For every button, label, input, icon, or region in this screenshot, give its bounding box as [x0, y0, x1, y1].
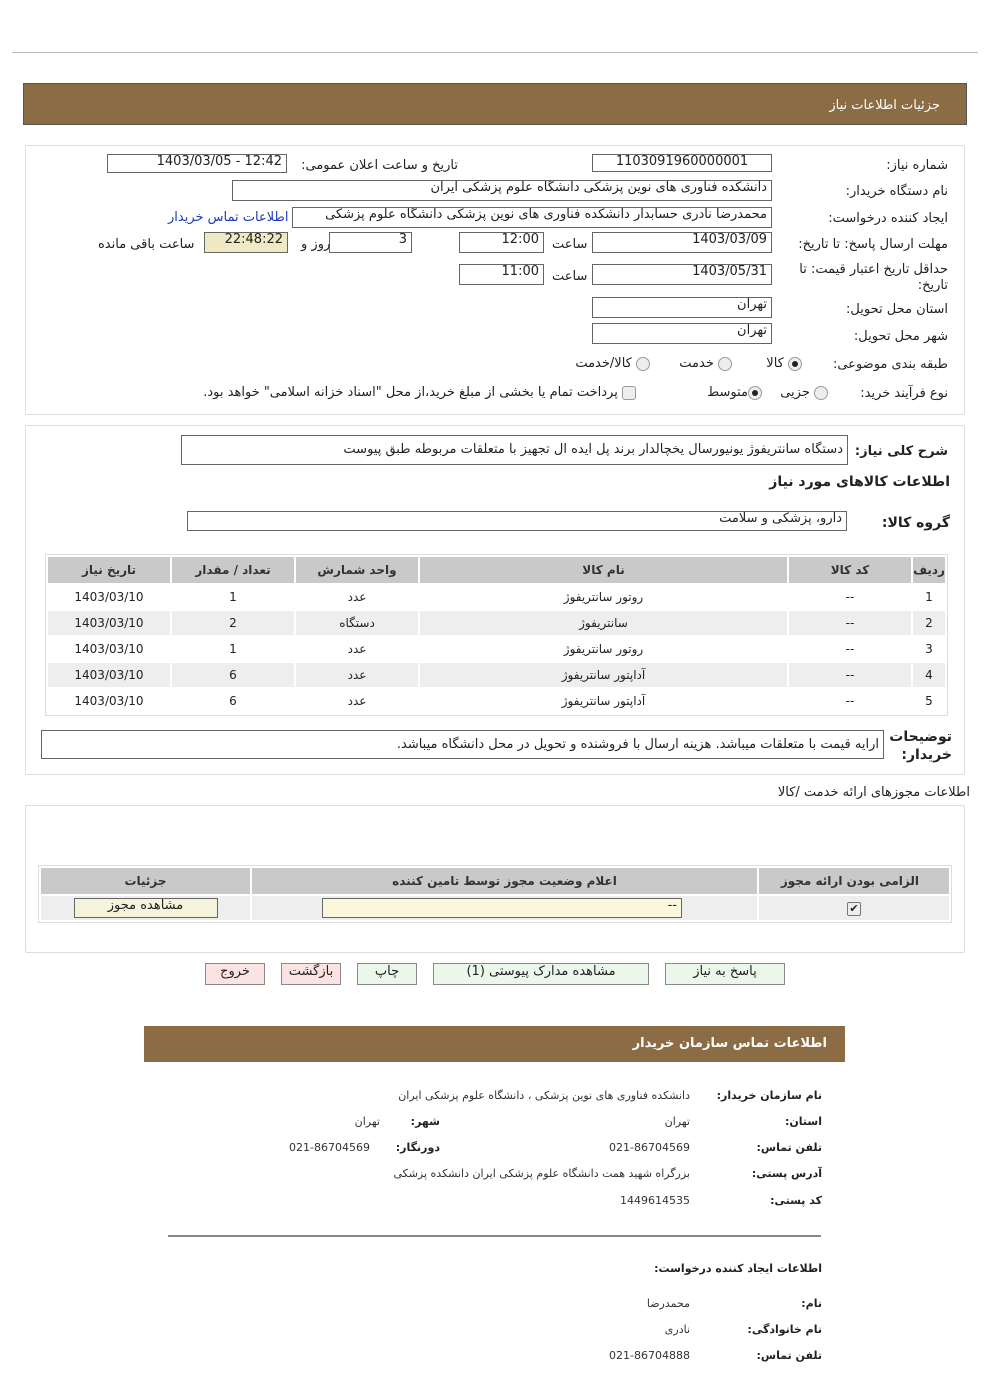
table-cell: 1403/03/10 — [74, 590, 144, 604]
postal-label: کد پستی: — [770, 1194, 822, 1207]
table-cell: 1 — [925, 590, 933, 604]
family-label: نام خانوادگی: — [747, 1323, 822, 1336]
table-cell: 1403/03/10 — [74, 694, 144, 708]
required-checkbox-checked[interactable]: ✔ — [847, 902, 861, 916]
creator-label: ایجاد کننده درخواست: — [828, 211, 948, 226]
radio-label: جزیی — [780, 385, 810, 400]
col-header: واحد شمارش — [296, 557, 418, 583]
payment-note: پرداخت تمام یا بخشی از مبلغ خرید،از محل "اسناد خزانه اسلامی" خواهد بود. — [203, 385, 618, 400]
col-header: اعلام وضعیت مجوز توسط تامین کننده — [252, 868, 757, 894]
fax-label: دورنگار: — [395, 1141, 440, 1154]
table-row — [48, 689, 945, 713]
category-radio-service[interactable] — [679, 356, 732, 371]
radio-icon[interactable] — [788, 357, 802, 371]
remaining-time-field: 22:48:22 — [204, 232, 288, 253]
table-cell: عدد — [347, 642, 367, 656]
checkbox-icon[interactable] — [622, 386, 636, 400]
address-label: آدرس پستی: — [751, 1167, 822, 1180]
radio-icon[interactable] — [718, 357, 732, 371]
table-cell: -- — [845, 694, 855, 708]
phone-label: تلفن تماس: — [756, 1141, 822, 1154]
province-label: استان: — [785, 1115, 822, 1128]
table-cell: 5 — [925, 694, 933, 708]
table-cell: روتور سانتریفوژ — [563, 642, 644, 656]
table-cell: 6 — [229, 694, 237, 708]
col-header: ردیف — [913, 557, 945, 583]
category-label: طبقه بندی موضوعی: — [832, 357, 948, 372]
category-radio-goods[interactable] — [766, 356, 802, 371]
category-radio-both[interactable] — [575, 356, 650, 371]
fax-value: 021-86704569 — [289, 1141, 370, 1154]
creator-field: محمدرضا نادری حسابدار دانشکده فناوری های نوین پزشکی دانشگاه علوم پزشکی — [292, 207, 772, 228]
org-label: نام سازمان خریدار: — [716, 1089, 822, 1102]
col-header: تاریخ نیاز — [48, 557, 170, 583]
radio-label: متوسط — [707, 385, 748, 400]
name-value: محمدرضا — [646, 1297, 690, 1310]
process-radio-medium[interactable] — [707, 385, 762, 400]
postal-value: 1449614535 — [620, 1194, 690, 1207]
summary-field: دستگاه سانتریفوژ یونیورسال یخچالدار برند پل ایده ال تجهیز با متعلقات مربوطه طبق پیوست — [181, 435, 848, 465]
permits-table — [38, 865, 952, 923]
table-row — [48, 585, 945, 609]
deadline-label: مهلت ارسال پاسخ: تا تاریخ: — [798, 237, 948, 252]
remaining-label: ساعت باقی مانده — [98, 237, 195, 252]
creator-info-title: اطلاعات ایجاد کننده درخواست: — [654, 1262, 822, 1275]
table-cell: 4 — [913, 663, 945, 687]
table-row — [48, 637, 945, 661]
province-label: استان محل تحویل: — [846, 302, 948, 317]
view-permit-button[interactable]: مشاهده مجوز — [74, 898, 218, 918]
print-button[interactable]: چاپ — [357, 963, 417, 985]
permit-status-field: -- — [322, 898, 682, 918]
time-label: ساعت — [552, 269, 588, 284]
city-value: تهران — [354, 1115, 380, 1128]
radio-label: کالا/خدمت — [575, 356, 632, 371]
process-radio-small[interactable] — [780, 385, 828, 400]
table-cell: سانتریفوژ — [420, 611, 787, 635]
creator-phone-value: 021-86704888 — [609, 1349, 690, 1362]
table-row — [48, 663, 945, 687]
table-cell: عدد — [347, 590, 367, 604]
table-cell: روتور سانتریفوژ — [563, 590, 644, 604]
radio-label: خدمت — [679, 356, 714, 371]
permits-title: اطلاعات مجوزهای ارائه خدمت /کالا — [777, 785, 970, 800]
radio-label: کالا — [766, 356, 784, 371]
exit-button[interactable]: خروج — [205, 963, 265, 985]
notes-label: توضیحات خریدار: — [889, 729, 952, 763]
col-header: الزامی بودن ارائه مجوز — [759, 868, 949, 894]
col-header: کد کالا — [789, 557, 911, 583]
table-cell: 1403/03/10 — [74, 642, 144, 656]
col-header: جزئیات — [41, 868, 250, 894]
page-header — [23, 83, 967, 125]
table-cell: آداپتور سانتریفوژ — [420, 663, 787, 687]
contact-divider — [168, 1235, 821, 1237]
creator-phone-label: تلفن تماس: — [756, 1349, 822, 1362]
table-cell: دستگاه — [296, 611, 418, 635]
validity-time-field: 11:00 — [459, 264, 544, 285]
city-label: شهر: — [410, 1115, 440, 1128]
treasury-checkbox[interactable] — [203, 385, 636, 400]
col-header: تعداد / مقدار — [172, 557, 294, 583]
need-number-label: شماره نیاز: — [886, 158, 948, 173]
attachments-button[interactable]: مشاهده مدارک پیوستی (1) — [433, 963, 649, 985]
announce-label: تاریخ و ساعت اعلان عمومی: — [301, 158, 458, 173]
deadline-time-field: 12:00 — [459, 232, 544, 253]
table-cell: 1403/03/10 — [48, 663, 170, 687]
group-field: دارو، پزشکی و سلامت — [187, 511, 847, 531]
radio-icon[interactable] — [748, 386, 762, 400]
family-value: نادری — [664, 1323, 690, 1336]
table-cell: عدد — [296, 663, 418, 687]
table-cell: آداپتور سانتریفوژ — [561, 694, 646, 708]
table-cell: 1 — [229, 642, 237, 656]
table-cell: -- — [789, 663, 911, 687]
table-cell: -- — [845, 642, 855, 656]
goods-table — [46, 555, 947, 715]
summary-label: شرح کلی نیاز: — [854, 444, 948, 459]
buyer-label: نام دستگاه خریدار: — [845, 184, 948, 199]
org-value: دانشکده فناوری های نوین پزشکی ، دانشگاه علوم پزشکی ایران — [398, 1089, 690, 1102]
table-cell: 3 — [925, 642, 933, 656]
group-label: گروه کالا: — [881, 515, 950, 531]
validity-label: حداقل تاریخ اعتبار قیمت: تا تاریخ: — [799, 262, 948, 293]
back-button[interactable]: بازگشت — [281, 963, 341, 985]
province-value: تهران — [664, 1115, 690, 1128]
notes-field: ارایه قیمت با متعلقات میباشد. هزینه ارسال با فروشنده و تحویل در محل دانشگاه میباشد. — [41, 730, 884, 759]
contact-title: اطلاعات تماس سازمان خریدار — [632, 1036, 827, 1051]
table-cell: -- — [845, 590, 855, 604]
table-cell: 2 — [913, 611, 945, 635]
radio-icon[interactable] — [814, 386, 828, 400]
page-title: جزئیات اطلاعات نیاز — [829, 98, 940, 113]
col-header: نام کالا — [420, 557, 787, 583]
contact-header — [144, 1026, 845, 1062]
phone-value: 021-86704569 — [609, 1141, 690, 1154]
announce-field: 1403/03/05 - 12:42 — [107, 154, 287, 173]
reply-button[interactable]: پاسخ به نیاز — [665, 963, 785, 985]
buyer-contact-link[interactable]: اطلاعات تماس خریدار — [168, 210, 289, 225]
address-value: بزرگراه شهید همت دانشگاه علوم پزشکی ایران دانشکده پزشکی — [393, 1167, 690, 1180]
name-label: نام: — [801, 1297, 822, 1310]
table-cell: 1 — [229, 590, 237, 604]
table-row — [48, 611, 945, 635]
city-field: تهران — [592, 323, 772, 344]
top-divider — [12, 52, 978, 53]
table-cell: -- — [789, 611, 911, 635]
table-cell: عدد — [347, 694, 367, 708]
need-number-field: 1103091960000001 — [592, 154, 772, 172]
time-label: ساعت — [552, 237, 588, 252]
city-label: شهر محل تحویل: — [853, 329, 948, 344]
days-label: روز و — [301, 237, 331, 252]
goods-table-wrap — [45, 554, 948, 716]
goods-section-title: اطلاعات کالاهای مورد نیاز — [769, 474, 950, 490]
validity-date-field: 1403/05/31 — [592, 264, 772, 285]
days-field: 3 — [329, 232, 412, 253]
province-field: تهران — [592, 297, 772, 318]
table-cell: 2 — [172, 611, 294, 635]
process-label: نوع فرآیند خرید: — [860, 386, 948, 401]
buyer-field: دانشکده فناوری های نوین پزشکی دانشگاه علوم پزشکی ایران — [232, 180, 772, 201]
radio-icon[interactable] — [636, 357, 650, 371]
table-cell: 6 — [172, 663, 294, 687]
deadline-date-field: 1403/03/09 — [592, 232, 772, 253]
table-cell: 1403/03/10 — [48, 611, 170, 635]
